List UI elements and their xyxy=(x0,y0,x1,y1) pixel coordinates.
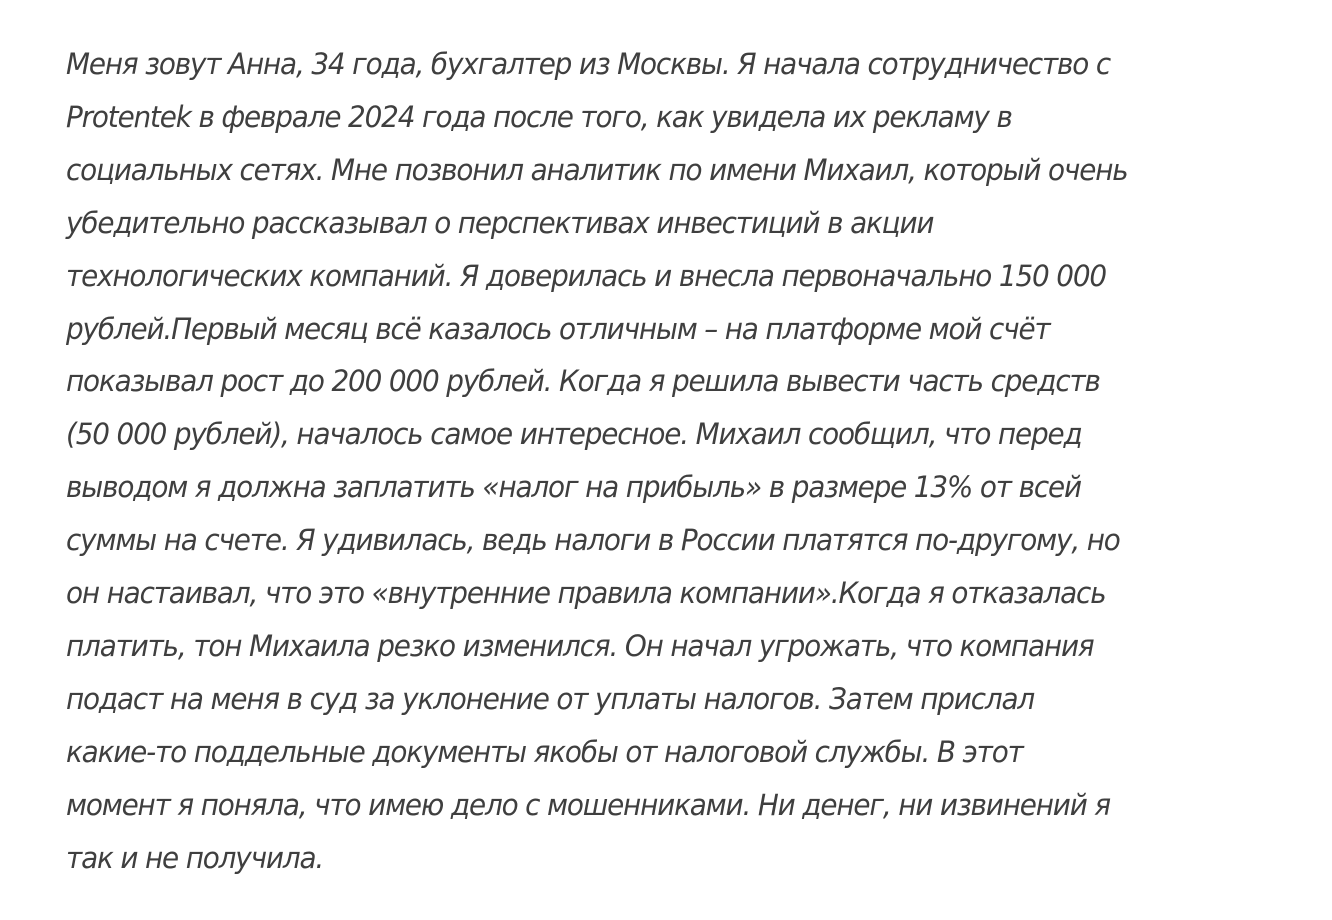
text-line: платить, тон Михаила резко изменился. Он начал угрожать, что компания xyxy=(66,628,1094,663)
text-line: Меня зовут Анна, 34 года, бухгалтер из Москвы. Я начала сотрудничество с xyxy=(66,47,1111,81)
text-line: суммы на счете. Я удивилась, ведь налоги в России платятся по-другому, но xyxy=(66,523,1120,558)
text-line: показывал рост до 200 000 рублей. Когда я решила вывести часть средств xyxy=(66,364,1100,399)
text-line: технологических компаний. Я доверилась и внесла первоначально 150 000 xyxy=(66,258,1106,293)
text-line: подаст на меня в суд за уклонение от уплаты налогов. Затем прислал xyxy=(66,681,1035,716)
text-line: рублей.Первый месяц всё казалось отличным – на платформе мой счёт xyxy=(66,311,1050,346)
text-line: социальных сетях. Мне позвонил аналитик по имени Михаил, который очень xyxy=(66,152,1128,187)
text-line: момент я поняла, что имею дело с мошенниками. Ни денег, ни извинений я xyxy=(66,787,1110,822)
text-line: убедительно рассказывал о перспективах инвестиций в акции xyxy=(66,205,934,240)
text-line: выводом я должна заплатить «налог на прибыль» в размере 13% от всей xyxy=(66,470,1081,505)
text-line: Protentek в феврале 2024 года после того, как увидела их рекламу в xyxy=(66,99,1012,134)
testimonial-text-block xyxy=(66,38,1306,885)
text-line: он настаивал, что это «внутренние правила компании».Когда я отказалась xyxy=(66,576,1106,611)
text-line: какие-то поддельные документы якобы от налоговой службы. В этот xyxy=(66,734,1023,769)
text-line: так и не получила. xyxy=(66,840,324,875)
text-line: (50 000 рублей), началось самое интересное. Михаил сообщил, что перед xyxy=(66,417,1082,452)
